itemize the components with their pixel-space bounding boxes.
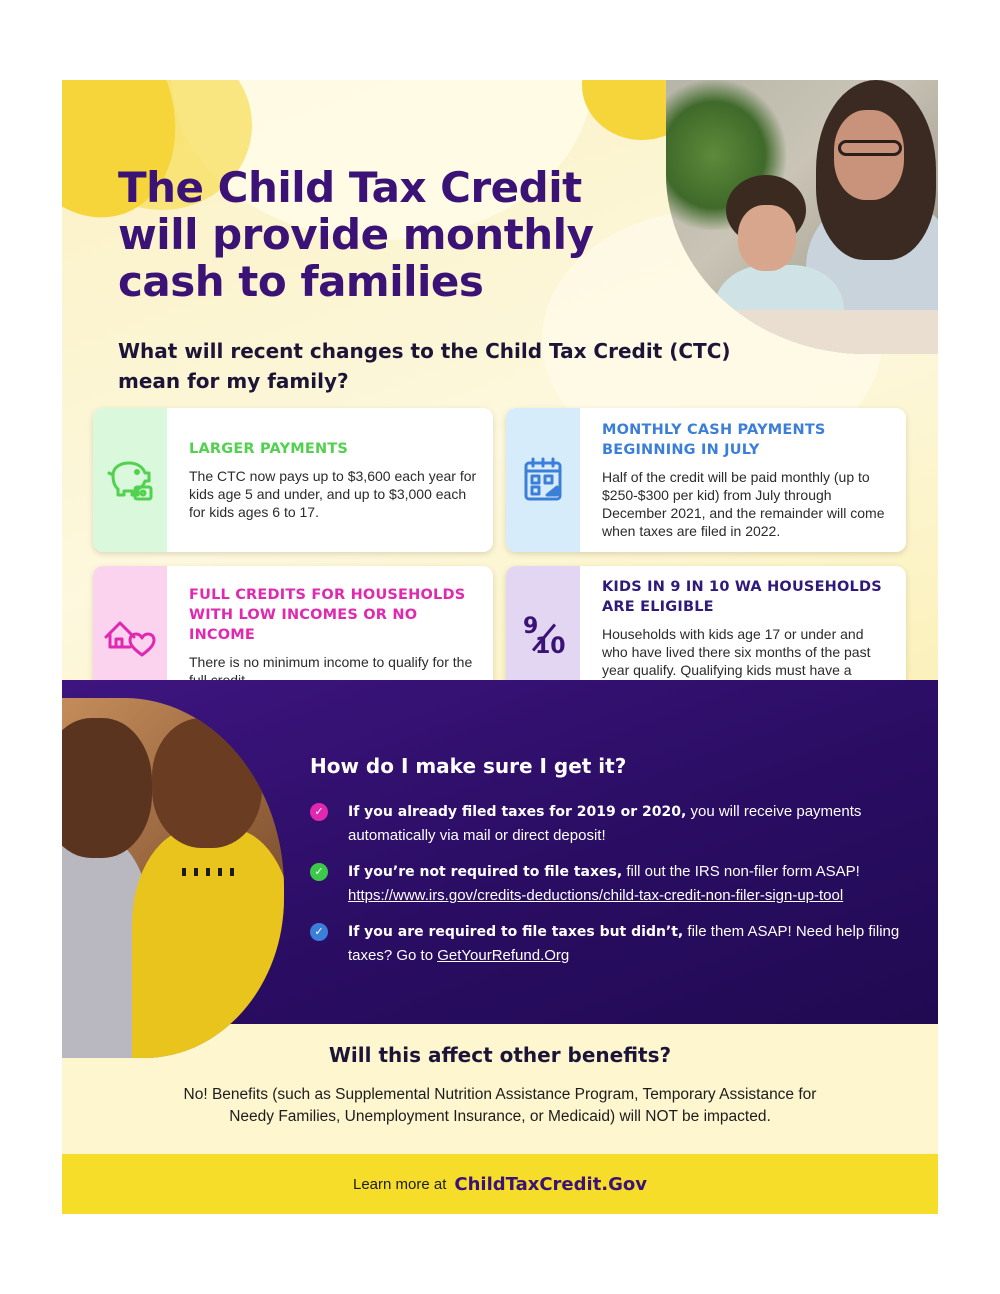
benefits-title: Will this affect other benefits?	[328, 1043, 672, 1067]
card-text: There is no minimum income to qualify for the	[189, 654, 473, 670]
irs-non-filer-link[interactable]: https://www.irs.gov/credits-deductions/child-tax-credit-non-filer-sign-up-tool	[348, 887, 844, 904]
check-circle-icon: ✓	[310, 923, 328, 941]
footer-site-link[interactable]: ChildTaxCredit.Gov	[454, 1173, 648, 1195]
step-text: file them ASAP! Need help filing taxes? Go to	[348, 923, 900, 964]
card-icon-strip	[506, 408, 580, 552]
card-larger-payments	[93, 408, 493, 552]
card-text: The CTC now pays up to $3,600 each year for kids age 5 and under, and up to $3,000 each for kids ages 6 to 17.	[189, 468, 477, 520]
card-icon-strip	[93, 408, 167, 552]
footer-bar	[62, 1154, 938, 1214]
card-monthly-payments	[506, 408, 906, 552]
mother-child-photo	[666, 80, 938, 354]
step-item	[310, 860, 910, 908]
calendar-icon	[523, 457, 563, 503]
house-heart-icon	[102, 615, 158, 659]
footer-lead: Learn more at	[352, 1175, 447, 1193]
card-text: Households with kids age 17 or under and who have lived there six months of the past year qualify. Qualifying kids must have a	[602, 626, 871, 678]
page-title: The Child Tax Credit will provide monthly cash to families	[118, 163, 594, 306]
check-circle-icon: ✓	[310, 863, 328, 881]
step-bold: If you’re not required to file taxes,	[348, 864, 623, 880]
benefits-text: No! Benefits (such as Supplemental Nutrition Assistance Program, Temporary Assistance for Needy Families, Unemployment Insurance, or Medicaid) will NOT be impacted.	[183, 1086, 817, 1125]
fraction-numerator: 9	[523, 614, 539, 639]
how-section-title: How do I make sure I get it?	[310, 754, 627, 778]
check-circle-icon: ✓	[310, 803, 328, 821]
fraction-icon	[521, 614, 565, 660]
card-heading: KIDS IN 9 IN 10 WA HOUSEHOLDS ARE ELIGIBLE	[602, 579, 882, 615]
piggy-bank-icon	[105, 457, 155, 503]
step-item	[310, 920, 910, 968]
fraction-denominator: 10	[535, 634, 566, 659]
card-text: Half of the credit will be paid monthly (up to $250-$300 per kid) from July through December 2021, and the remainder will come when taxes are filed in 2022.	[602, 469, 885, 539]
get-your-refund-link[interactable]: GetYourRefund.Org	[437, 947, 570, 964]
step-bold: If you already filed taxes for 2019 or 2020,	[348, 804, 687, 820]
card-heading: MONTHLY CASH PAYMENTS BEGINNING IN JULY	[602, 422, 826, 458]
step-text: you will receive payments automatically via mail or direct deposit!	[348, 803, 862, 844]
card-heading: LARGER PAYMENTS	[189, 441, 349, 457]
step-item	[310, 800, 910, 848]
flyer	[62, 80, 938, 1214]
page-subtitle: What will recent changes to the Child Tax Credit (CTC) mean for my family?	[118, 339, 731, 393]
step-text: fill out the IRS non-filer form ASAP!	[622, 863, 860, 880]
steps-list	[310, 800, 910, 980]
father-son-photo	[62, 698, 284, 1058]
step-bold: If you are required to file taxes but didn’t,	[348, 924, 684, 940]
card-heading: FULL CREDITS FOR HOUSEHOLDS WITH LOW INCOMES OR NO INCOME	[189, 587, 466, 643]
